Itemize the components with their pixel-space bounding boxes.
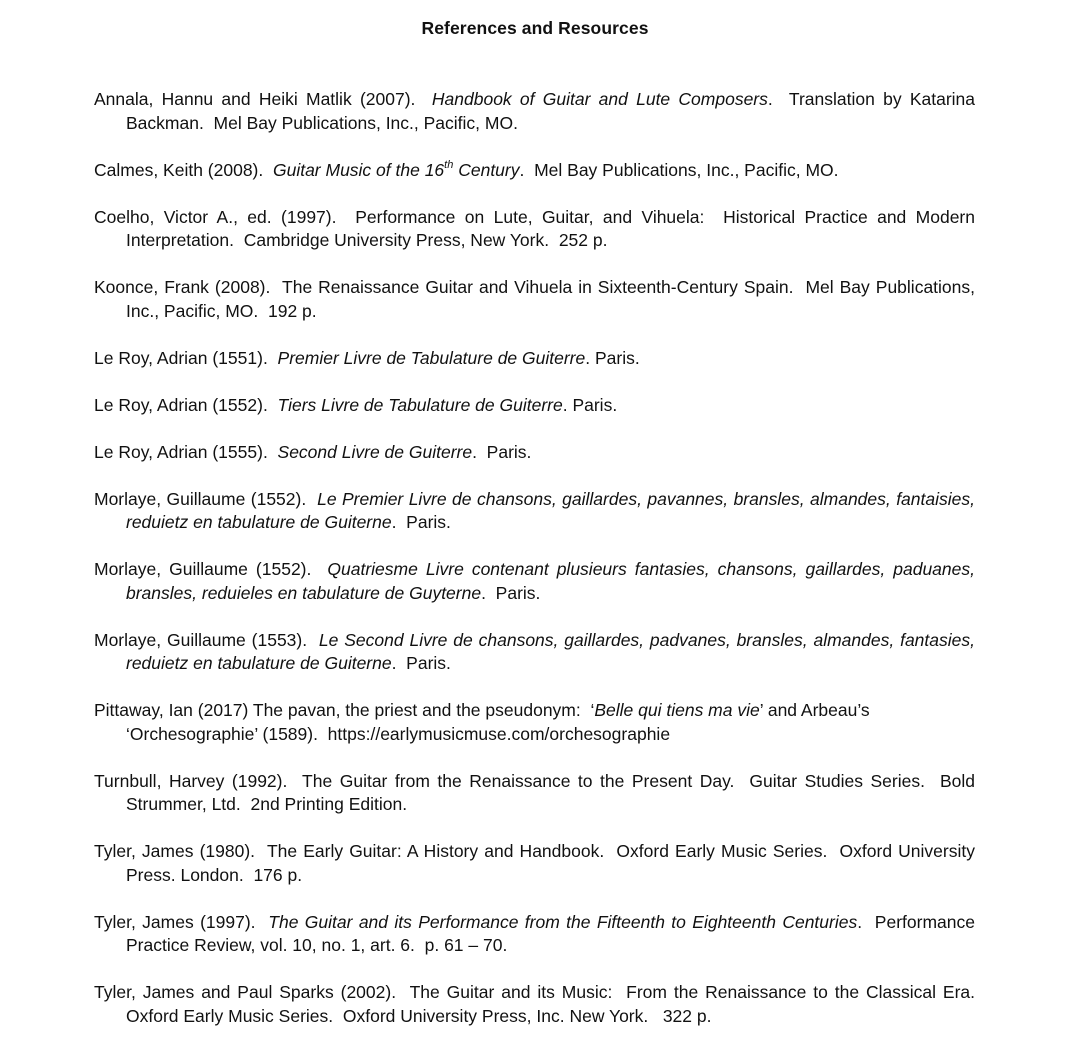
reference-entry — [94, 347, 975, 371]
reference-entry — [94, 840, 980, 887]
reference-text: . Paris. — [585, 347, 640, 368]
reference-text: ’ and Arbeau’s ‘Orchesographie’ (1589). https://earlymusicmuse.com/orchesographie — [126, 700, 875, 744]
reference-text: Morlaye, Guillaume (1553). — [94, 629, 319, 650]
reference-entry — [94, 981, 985, 1028]
reference-title-text: th — [444, 158, 454, 171]
reference-text: Le Roy, Adrian (1551). — [94, 347, 278, 368]
reference-text: . Paris. — [472, 441, 532, 462]
reference-entry — [94, 394, 975, 418]
reference-entry — [94, 699, 975, 746]
reference-title-text: Handbook of Guitar and Lute Composers — [431, 89, 768, 109]
reference-text: Koonce, Frank (2008). The Renaissance Guitar and Vihuela in Sixteenth-Century Spain. Mel Bay Publications, Inc., Pacific, MO. 192 p. — [94, 277, 980, 321]
reference-entry — [94, 441, 975, 465]
reference-entry — [94, 911, 980, 958]
reference-text: . Paris. — [391, 512, 451, 532]
reference-text: Morlaye, Guillaume (1552). — [94, 488, 318, 509]
reference-title-text: Century — [453, 159, 520, 180]
reference-entry — [94, 88, 980, 135]
reference-entry — [94, 276, 980, 323]
reference-text: . Performance Practice Review, vol. 10, no. 1, art. 6. p. 61 – 70. — [126, 911, 980, 955]
reference-text: Annala, Hannu and Heiki Matlik (2007). — [94, 89, 432, 109]
reference-entry — [94, 770, 980, 817]
reference-text: Le Roy, Adrian (1555). — [94, 441, 278, 462]
reference-text: Tyler, James (1980). The Early Guitar: A History and Handbook. Oxford Early Music Series. Oxford University Press. London. 176 p. — [94, 841, 980, 885]
reference-text: Morlaye, Guillaume (1552). — [94, 559, 328, 579]
reference-title-text: Belle qui tiens ma vie — [594, 700, 760, 720]
reference-entry — [94, 558, 980, 605]
reference-text: Tyler, James (1997). — [94, 911, 269, 932]
reference-list — [94, 88, 985, 1052]
reference-title-text: Guitar Music of the 16 — [272, 159, 445, 180]
reference-entry — [94, 206, 980, 253]
reference-entry — [94, 159, 975, 183]
reference-title-text: Second Livre de Guiterre — [277, 441, 473, 462]
reference-text: . Paris. — [391, 653, 451, 673]
reference-text: Tyler, James and Paul Sparks (2002). The Guitar and its Music: From the Renaissance to the Classical Era. Oxford Early Music Series. Oxford University Press, Inc. New York. 322 p. — [94, 982, 985, 1026]
reference-title-text: Le Second Livre de chansons, gaillardes, padvanes, bransles, almandes, fantasies, reduietz en tabulature de Guiterne — [126, 629, 980, 673]
reference-title-text: Premier Livre de Tabulature de Guiterre — [277, 347, 586, 368]
reference-title-text: Tiers Livre de Tabulature de Guiterre — [277, 394, 563, 415]
reference-text: Coelho, Victor A., ed. (1997). Performance on Lute, Guitar, and Vihuela: Historical Practice and Modern Interpretation. Cambridge University Press, New York. 252 p. — [94, 206, 980, 250]
reference-text: . Paris. — [562, 394, 618, 415]
reference-entry — [94, 488, 980, 535]
page-title: References and Resources — [421, 18, 649, 38]
reference-text: Pittaway, Ian (2017) The pavan, the priest and the pseudonym: ‘ — [94, 700, 595, 720]
reference-entry — [94, 629, 980, 676]
reference-text: . Translation by Katarina Backman. Mel Bay Publications, Inc., Pacific, MO. — [126, 89, 980, 133]
reference-text: Turnbull, Harvey (1992). The Guitar from the Renaissance to the Present Day. Guitar Studies Series. Bold Strummer, Ltd. 2nd Printing Edition. — [94, 770, 980, 814]
reference-text: . Paris. — [481, 582, 541, 603]
reference-text: Le Roy, Adrian (1552). — [94, 394, 278, 415]
reference-title-text: The Guitar and its Performance from the Fifteenth to Eighteenth Centuries — [268, 911, 858, 932]
reference-title-text: Quatriesme Livre contenant plusieurs fantasies, chansons, gaillardes, paduanes, bransles, reduieles en tabulature de Guyterne — [126, 559, 980, 603]
reference-title-text: Le Premier Livre de chansons, gaillardes, pavannes, bransles, almandes, fantaisies, reduietz en tabulature de Guiterne — [126, 488, 980, 532]
reference-text: Calmes, Keith (2008). — [94, 159, 273, 180]
reference-text: . Mel Bay Publications, Inc., Pacific, MO. — [519, 159, 839, 180]
